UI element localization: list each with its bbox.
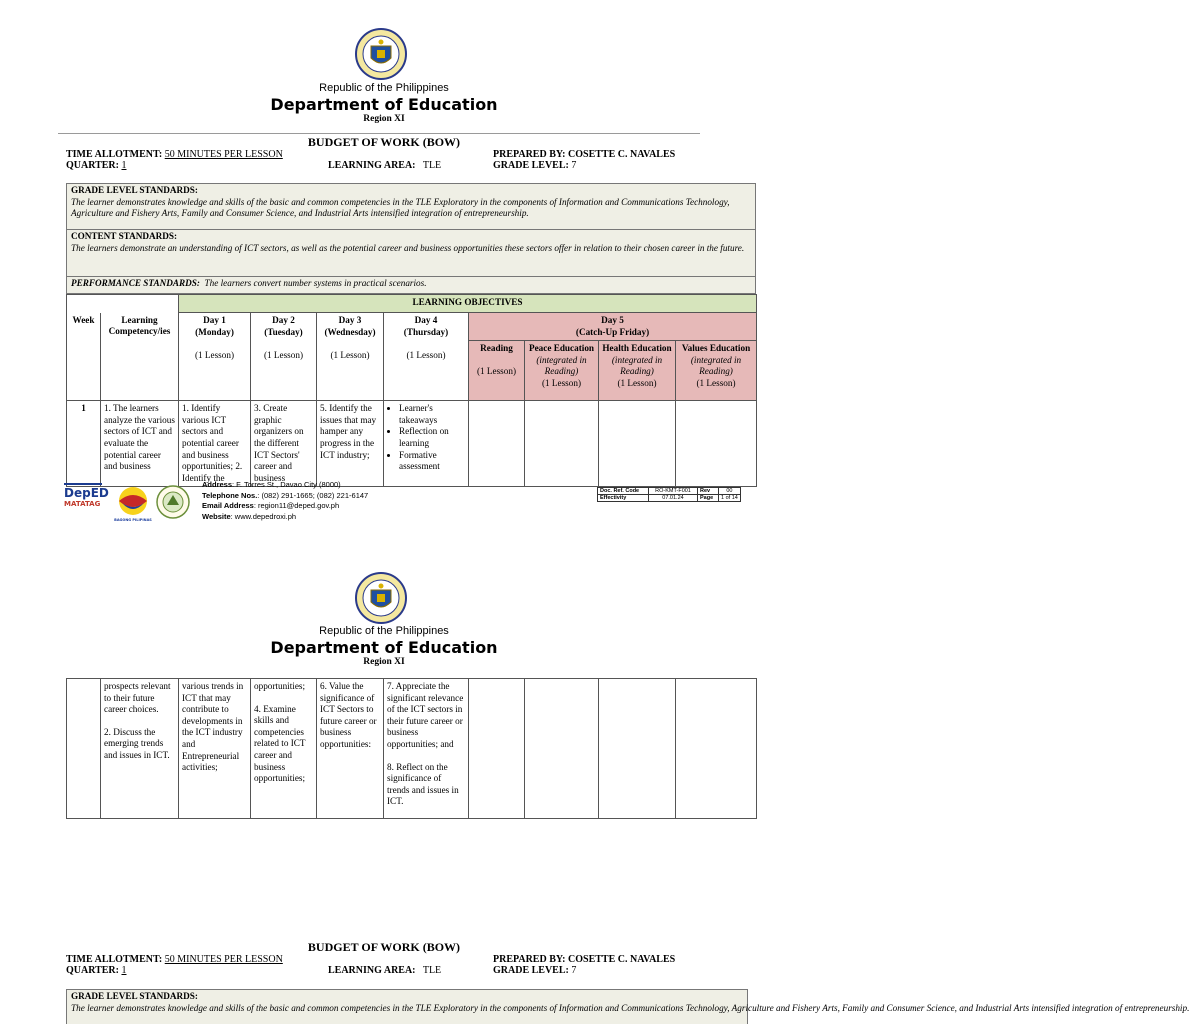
docref-label: Doc. Ref. Code [600, 488, 640, 494]
deped-seal-icon [355, 28, 407, 80]
health-cell [599, 401, 676, 487]
grade-standards-label: GRADE LEVEL STANDARDS: [71, 185, 198, 195]
peace-lesson: (1 Lesson) [541, 377, 582, 388]
reading-header [469, 341, 525, 401]
bow-title: BUDGET OF WORK (BOW) [307, 940, 461, 954]
day4-list [387, 403, 465, 473]
day4-header [384, 313, 469, 401]
quarter-label: QUARTER: [66, 160, 119, 171]
list-item: • Formative assessment [399, 450, 465, 473]
learning-area-label: LEARNING AREA: [328, 160, 416, 171]
header-divider [58, 133, 700, 134]
standards-box [66, 989, 1189, 1024]
day1-header [179, 313, 251, 401]
grade-standards-text: The learner demonstrates knowledge and skills of the basic and common competencies in the TLE Exploratory in the components of Information and Communications Technology, Agriculture and Fishery Arts, Family and Consumer Science, and Industrial Arts intensified integration of entrepreneurship. [71, 196, 730, 219]
prepared-by [493, 149, 675, 160]
bow-table-continued [66, 678, 757, 819]
website-value: : www.depedroxi.ph [230, 511, 297, 521]
performance-standards-label: PERFORMANCE STANDARDS: [71, 278, 200, 288]
values-label: Values Education [681, 343, 751, 354]
day2-header [251, 313, 317, 401]
day1-sub: (Monday) [195, 326, 234, 337]
day5-sub: (Catch-Up Friday) [575, 326, 650, 337]
peace-cell [525, 401, 599, 487]
rev-label: Rev [700, 488, 711, 494]
day3-label: Day 3 [338, 315, 362, 325]
grade-level-standards [67, 184, 755, 230]
content-standards-text: The learners demonstrate an understanding of ICT sectors, as well as the potential career and business opportunities these sectors offer in relation to their chosen career in the future. [71, 242, 745, 253]
day2-lesson: (1 Lesson) [263, 349, 304, 360]
effectivity-label: Effectivity [600, 495, 627, 501]
health-header [599, 341, 676, 401]
bagong-pilipinas-logo-icon [114, 485, 152, 523]
week-header: Week [67, 313, 101, 401]
time-allotment [66, 954, 283, 965]
prepared-by [493, 954, 675, 965]
learning-area-value: TLE [422, 965, 442, 976]
day4-sub: (Thursday) [403, 326, 449, 337]
footer-website [202, 512, 368, 523]
day1-cell: various trends in ICT that may contribute to developments in the ICT industry and Entrepreneurial activities; [179, 679, 251, 819]
day4-cell [384, 679, 469, 819]
day2-cell [251, 679, 317, 819]
address-value: : F. Torres St., Davao City (8000) [232, 480, 341, 489]
quarter [66, 160, 126, 171]
effectivity-value: 07.01.24 [649, 495, 698, 502]
grade-level-standards [67, 990, 1189, 1016]
docref-value: RO-KMT-F001 [649, 488, 698, 495]
peace-integrated: (integrated in Reading) [536, 354, 587, 377]
performance-standards-text: The learners convert number systems in practical scenarios. [204, 278, 427, 288]
content-standards-label: CONTENT STANDARDS: [71, 231, 178, 241]
reading-cell [469, 679, 525, 819]
day4-lesson: (1 Lesson) [406, 349, 446, 360]
prepared-by-label: PREPARED BY: [493, 149, 566, 160]
day2-cell: 3. Create graphic organizers on the different ICT Sectors' career and business [251, 401, 317, 487]
grade-level-value: 7 [571, 160, 577, 171]
objectives-spacer [67, 295, 179, 313]
competency-cell: 1. The learners analyze the various sectors of ICT and evaluate the potential career and business [101, 401, 179, 487]
deped-logo [64, 486, 109, 515]
competency-text-b: 2. Discuss the emerging trends and issues in ICT. [104, 726, 170, 760]
quarter-value: 1 [121, 965, 127, 976]
peace-cell [525, 679, 599, 819]
republic-text: Republic of the Philippines [319, 625, 449, 637]
values-cell [676, 679, 757, 819]
region-seal-icon [156, 485, 190, 519]
performance-standards [67, 277, 755, 293]
learning-area [328, 965, 441, 976]
reading-label: Reading [480, 343, 513, 354]
grade-standards-label: GRADE LEVEL STANDARDS: [71, 991, 198, 1001]
quarter [66, 965, 126, 976]
region-text: Region XI [363, 114, 405, 124]
day2-text-b: 4. Examine skills and competencies related to ICT career and business opportunities; [254, 703, 306, 784]
grade-level-label: GRADE LEVEL: [493, 160, 569, 171]
republic-text: Republic of the Philippines [319, 82, 449, 94]
matatag-logo-text: MATATAG [64, 500, 101, 508]
grade-level [493, 160, 576, 171]
prepared-by-value: COSETTE C. NAVALES [568, 954, 676, 965]
department-title: Department of Education [270, 95, 498, 114]
page-label: Page [700, 495, 714, 501]
values-integrated: (integrated in Reading) [690, 354, 742, 377]
grade-level-label: GRADE LEVEL: [493, 965, 569, 976]
email-value: : region11@deped.gov.ph [253, 501, 340, 510]
list-item: • Learner's takeaways [399, 403, 465, 426]
doc-ref-table [597, 487, 741, 502]
time-allotment-value: 50 MINUTES PER LESSON [164, 954, 283, 965]
values-cell [676, 401, 757, 487]
grade-level-value: 7 [571, 965, 577, 976]
competency-header: Learning Competency/ies [101, 313, 179, 401]
day3-header [317, 313, 384, 401]
day3-cell: 5. Identify the issues that may hamper any progress in the ICT industry; [317, 401, 384, 487]
learning-objectives-header: LEARNING OBJECTIVES [179, 295, 757, 313]
prepared-by-label: PREPARED BY: [493, 954, 566, 965]
day1-cell: 1. Identify various ICT sectors and potential career and business opportunities; 2. Identify the [179, 401, 251, 487]
prepared-by-value: COSETTE C. NAVALES [568, 149, 676, 160]
time-allotment-label: TIME ALLOTMENT: [66, 149, 163, 160]
footer-address [202, 480, 368, 491]
health-label: Health Education [602, 343, 672, 354]
day4-text-b: 8. Reflect on the significance of trends and issues in ICT. [387, 761, 459, 807]
rev-value: 00 [719, 488, 741, 495]
day4-cell [384, 401, 469, 487]
week-cell: 1 [67, 401, 101, 487]
day3-sub: (Wednesday) [324, 326, 376, 337]
learning-area-value: TLE [422, 160, 442, 171]
bow-table [66, 294, 757, 487]
time-allotment [66, 149, 283, 160]
reading-cell [469, 401, 525, 487]
deped-seal-icon [355, 572, 407, 624]
day4-label: Day 4 [414, 315, 438, 325]
day2-sub: (Tuesday) [264, 326, 303, 337]
footer-phone [202, 491, 368, 502]
bow-title: BUDGET OF WORK (BOW) [307, 135, 461, 149]
week-cell [67, 679, 101, 819]
bagong-pilipinas-text: BAGONG PILIPINAS [114, 518, 152, 522]
day1-label: Day 1 [203, 315, 226, 325]
list-item: • Reflection on learning [399, 426, 465, 449]
email-label: Email Address [202, 501, 254, 510]
deped-logo-text: DepED [64, 486, 109, 500]
competency-cell [101, 679, 179, 819]
region-text: Region XI [363, 657, 405, 667]
time-allotment-value: 50 MINUTES PER LESSON [164, 149, 283, 160]
peace-header [525, 341, 599, 401]
footer-email [202, 501, 368, 512]
day5-header [469, 313, 757, 341]
health-lesson: (1 Lesson) [617, 377, 657, 388]
address-label: Address [202, 480, 233, 489]
day2-label: Day 2 [272, 315, 295, 325]
day5-label: Day 5 [601, 315, 624, 325]
content-standards [67, 230, 755, 277]
values-lesson: (1 Lesson) [696, 377, 736, 388]
day2-text-a: opportunities; [254, 681, 306, 691]
day4-text-a: 7. Appreciate the significant relevance of the ICT sectors in their future career or business opportunities; and [387, 681, 464, 749]
grade-level [493, 965, 576, 976]
health-cell [599, 679, 676, 819]
footer-contact [202, 480, 368, 522]
grade-standards-text: The learner demonstrates knowledge and skills of the basic and common competencies in the TLE Exploratory in the components of Information and Communications Technology, Agriculture and Fishery Arts, Family and Consumer Science, and Industrial Arts intensified integration of entrepreneurship. [71, 1002, 1189, 1013]
day3-cell: 6. Value the significance of ICT Sectors to future career or business opportunities: [317, 679, 384, 819]
quarter-value: 1 [121, 160, 127, 171]
learning-area-label: LEARNING AREA: [328, 965, 416, 976]
phone-value: : (082) 291-1665; (082) 221-6147 [257, 490, 369, 500]
learning-area [328, 160, 441, 171]
quarter-label: QUARTER: [66, 965, 119, 976]
time-allotment-label: TIME ALLOTMENT: [66, 954, 163, 965]
website-label: Website [202, 511, 231, 521]
values-header [676, 341, 757, 401]
standards-box [66, 183, 756, 294]
page-value: 1 of 14 [719, 495, 741, 502]
day1-lesson: (1 Lesson) [194, 349, 235, 360]
peace-label: Peace Education [528, 343, 595, 354]
reading-lesson: (1 Lesson) [476, 366, 517, 377]
phone-label: Telephone Nos. [202, 490, 258, 500]
health-integrated: (integrated in Reading) [611, 354, 663, 377]
competency-text-a: prospects relevant to their future career choices. [104, 681, 171, 715]
day3-lesson: (1 Lesson) [330, 349, 370, 360]
department-title: Department of Education [270, 638, 498, 657]
